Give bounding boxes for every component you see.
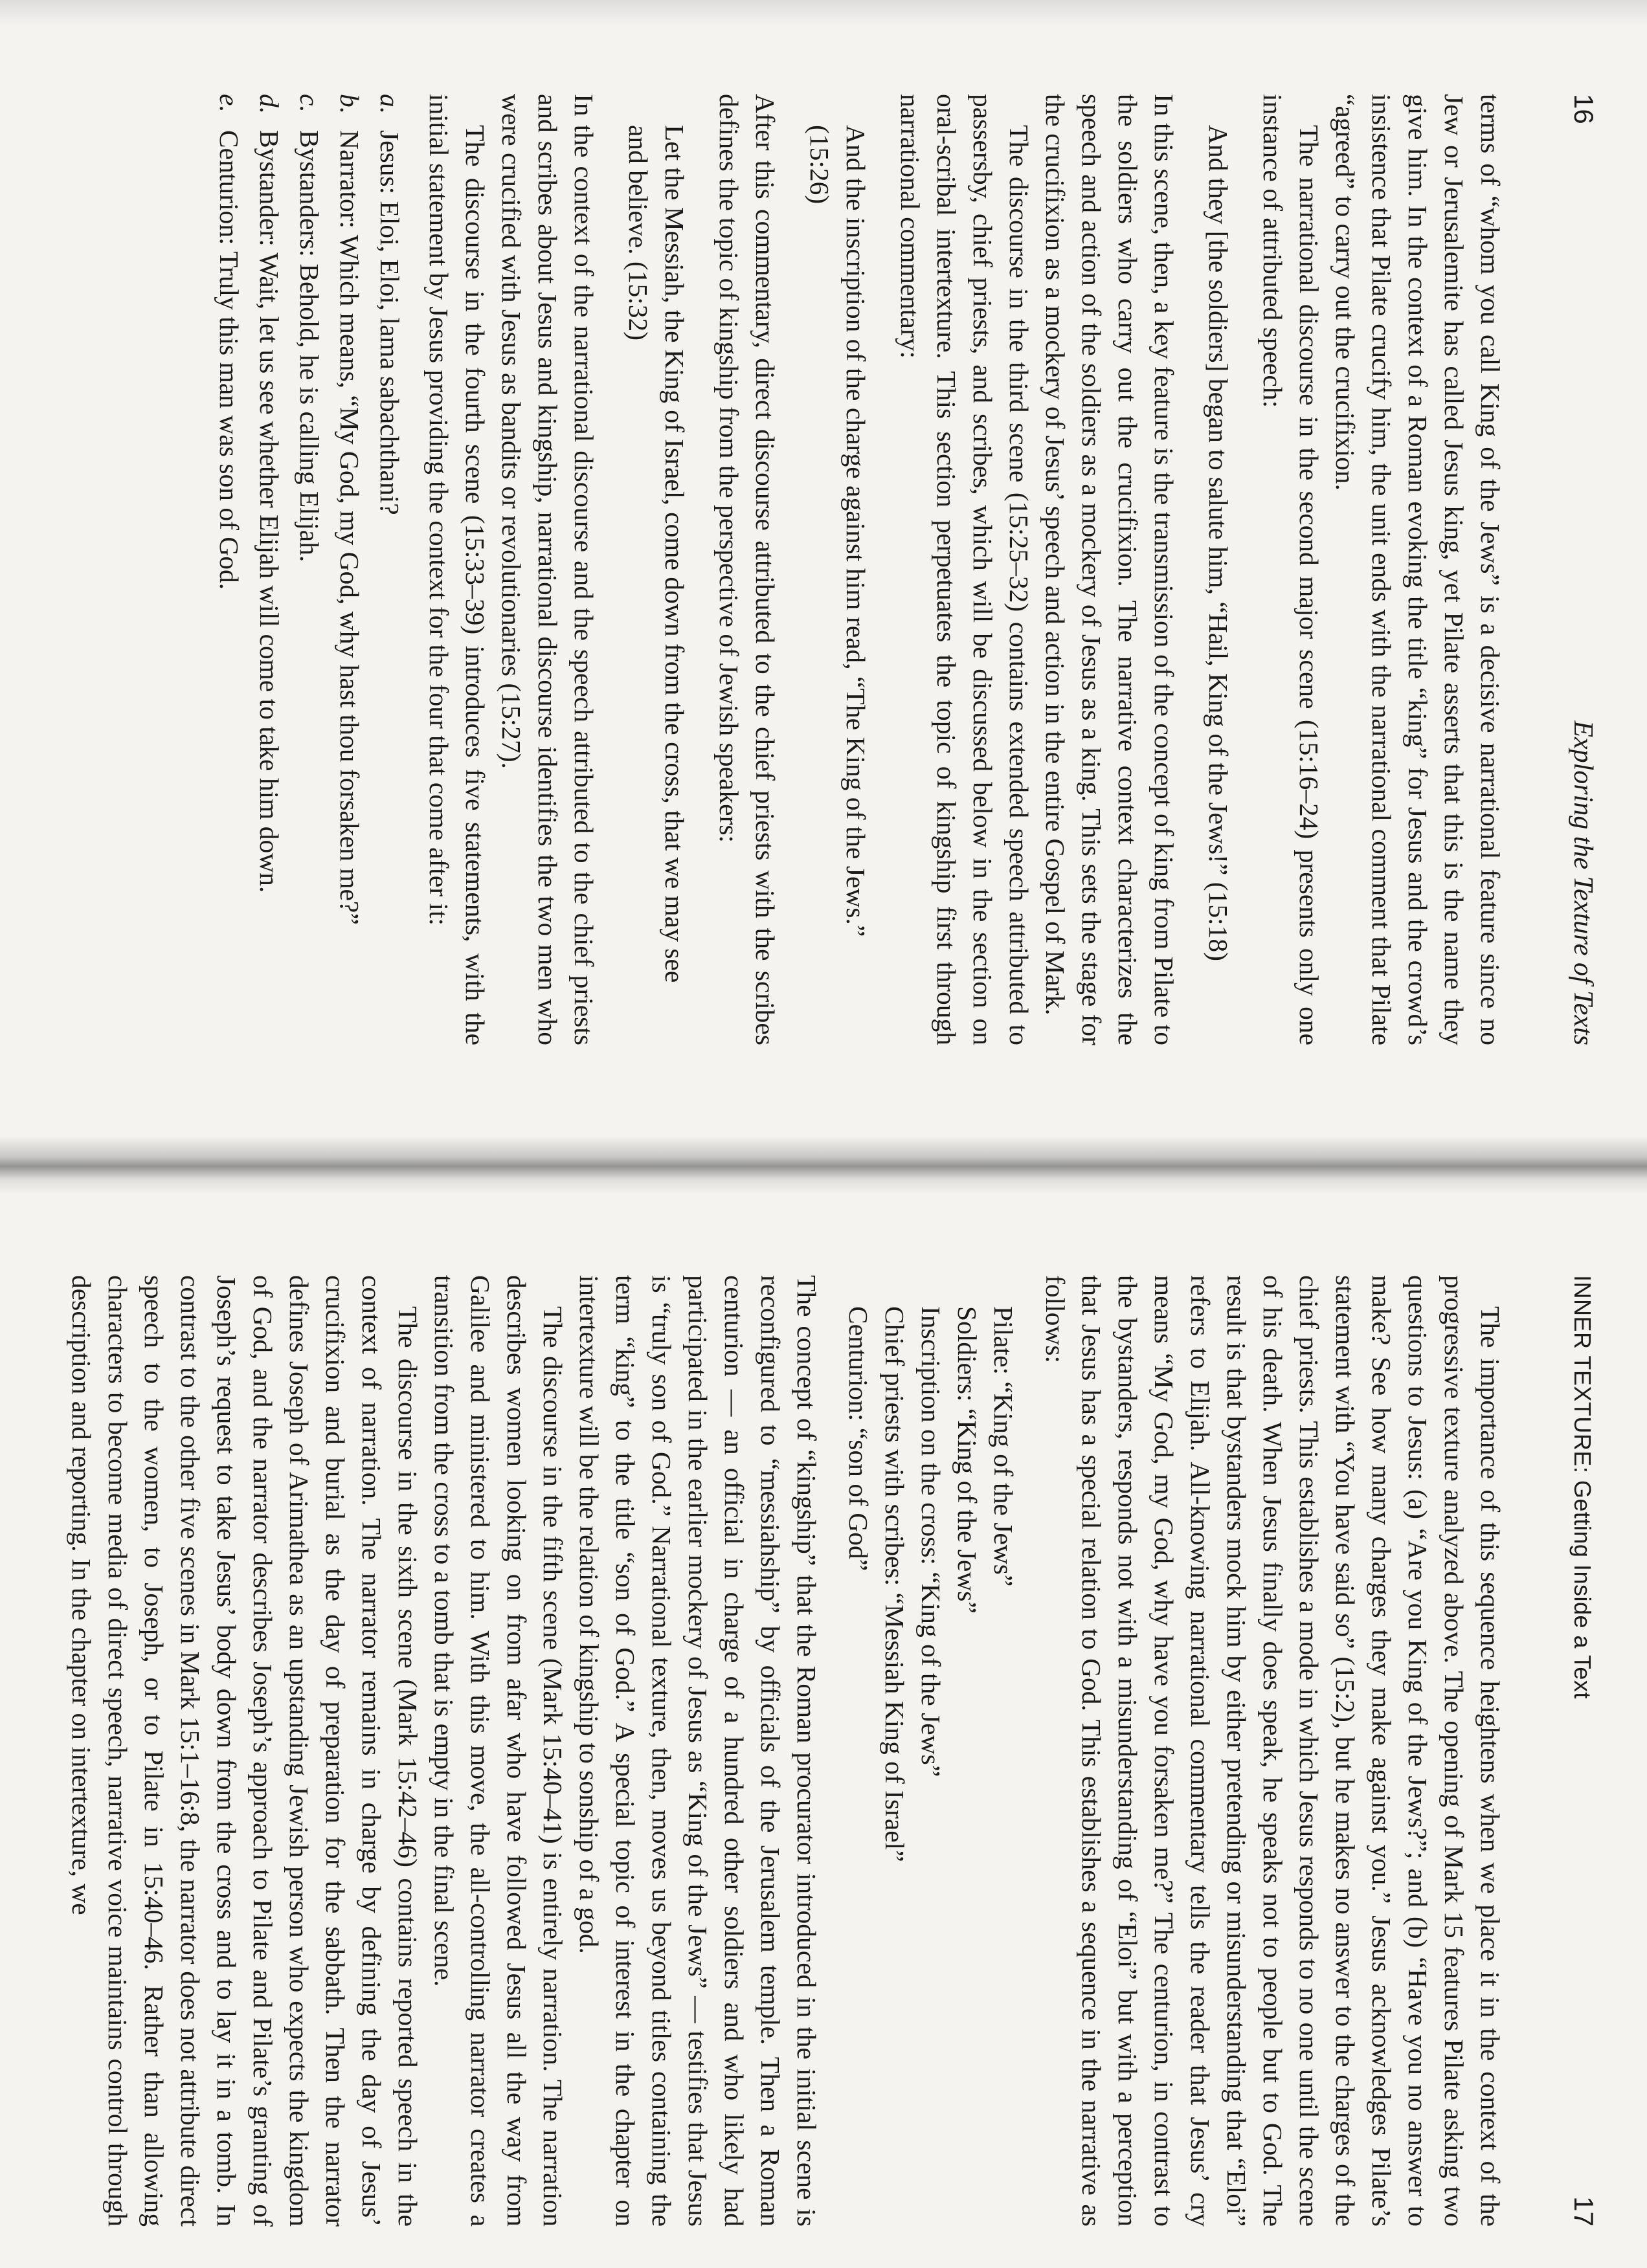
book-gutter-shadow	[0, 1136, 1647, 1194]
page-number: 17	[1569, 2196, 1599, 2227]
quote-text: Let the Messiah, the King of Israel, come down from the cross, that we may see and believe.	[623, 125, 689, 983]
paragraph: terms of “whom you call King of the Jews” is a decisive narrational feature since no Jew or Jerusalemite has called Jesus king, yet Pilate asserts that this is the name they give him. In the context of a Roman evoking the title “king” for Jesus and the crowd’s insistence that Pilate crucify him, the unit ends with the narrational comment that Pilate “agreed” to carry out the crucifixion.	[1330, 94, 1505, 1045]
running-head-left	[1560, 94, 1599, 1045]
speaker-sequence	[840, 1306, 1022, 2227]
paragraph: The discourse in the fifth scene (Mark 15:40–41) is entirely narration. The narration describes women looking on from afar who have followed Jesus all the way from Galilee and ministered to him. With this move, the all-controlling narrator creates a transition from the cross to a tomb that is empty in the final scene.	[429, 1275, 568, 2227]
page-number: 16	[1569, 94, 1599, 124]
paragraph: The discourse in the sixth scene (Mark 15:42–46) contains reported speech in the context of narration. The narrator remains in charge by defining the day of Jesus’ crucifixion and burial as the day of preparation for the sabbath. Then the narrator defines Joseph of Arimathea as an upstanding Jewish person who expects the kingdom of God, and the narrator describes Joseph’s approach to Pilate and Pilate’s granting of Joseph’s request to take Jesus’ body down from the cross and to lay it in a tomb. In contrast to the other five scenes in Mark 15:1–16:8, the narrator does not attribute direct speech to the women, to Joseph, or to Pilate in 15:40–46. Rather than allowing characters to become media of direct speech, narrative voice maintains control through description and reporting. In the chapter on intertexture, we	[67, 1275, 423, 2227]
speaker-line: Pilate: “King of the Jews”	[989, 1306, 1018, 1587]
page-17	[32, 1217, 1625, 2268]
list-label: c.	[295, 94, 324, 113]
list-text: Jesus: Eloi, Eloi, lama sabachthani?	[375, 130, 405, 515]
paragraph: In this scene, then, a key feature is the transmission of the concept of king from Pilate to the soldiers who carry out the crucifixion. The narrative context characterizes the speech and action of the soldiers as a mockery of Jesus as a king. This sets the stage for the crucifixion as a mockery of Jesus’ speech and action in the entire Gospel of Mark.	[1040, 94, 1179, 1045]
list-item	[331, 94, 368, 1045]
running-head-right	[1560, 1275, 1599, 2227]
list-item	[251, 94, 287, 1045]
quote-text: And they [the soldiers] began to salute him, “Hail, King of the Jews!”	[1204, 125, 1233, 876]
list-item	[291, 94, 328, 1045]
block-quote	[801, 125, 874, 1006]
block-quote	[1200, 125, 1237, 1006]
running-title: INNER TEXTURE: Getting Inside a Text	[1569, 1275, 1596, 1699]
list-text: Centurion: Truly this man was son of God.	[214, 130, 244, 590]
speaker-line: Chief priests with scribes: “Messiah King of Israel”	[880, 1306, 910, 1862]
list-label: e.	[214, 94, 244, 113]
list-text: Bystander: Wait, let us see whether Elijah will come to take him down.	[254, 130, 284, 893]
list-item	[372, 94, 408, 1045]
speaker-line: Soldiers: “King of the Jews”	[952, 1306, 982, 1614]
page-16	[32, 36, 1625, 1104]
statement-list	[211, 94, 408, 1045]
list-item	[211, 94, 247, 1045]
paragraph: The importance of this sequence heightens when we place it in the context of the progressive texture analyzed above. The opening of Mark 15 features Pilate asking two questions to Jesus: (a) “Are you King of the Jews?”; and (b) “Have you no answer to make? See how many charges they make against you.” Jesus acknowledges Pilate’s statement with “You have said so” (15:2), but he makes no answer to the charges of the chief priests. This establishes a mode in which Jesus responds to no one until the scene of his death. When Jesus finally does speak, he speaks not to people but to God. The result is that bystanders mock him by either pretending or misunderstanding that “Eloi” refers to Elijah. All-knowing narrational commentary tells the reader that Jesus’ cry means “My God, my God, why have you forsaken me?” The centurion, in contrast to the bystanders, responds not with a misunderstanding of “Eloi” but with a perception that Jesus has a special relation to God. This establishes a sequence in the narrative as follows:	[1040, 1275, 1505, 2227]
quote-reference: (15:26)	[805, 125, 835, 205]
running-title: Exploring the Texture of Texts	[1568, 720, 1598, 1045]
paragraph: In the context of the narrational discourse and the speech attributed to the chief priests and scribes about Jesus and kingship, narrational discourse identifies the two men who were crucified with Jesus as bandits or revolutionaries (15:27).	[497, 94, 599, 1045]
block-quote	[620, 125, 693, 1006]
list-label: b.	[335, 94, 364, 115]
list-text: Narrator: Which means, “My God, my God, why hast thou forsaken me?”	[335, 130, 364, 925]
quote-reference: (15:32)	[623, 261, 653, 341]
paragraph: The narrational discourse in the second major scene (15:16–24) presents only one instance of attributed speech:	[1258, 94, 1324, 1045]
list-label: a.	[375, 94, 405, 115]
quote-text: And the inscription of the charge against him read, “The King of the Jews.”	[841, 125, 871, 937]
paragraph: After this commentary, direct discourse attributed to the chief priests with the scribes defines the topic of kingship from the perspective of Jewish speakers:	[714, 94, 780, 1045]
quote-reference: (15:18)	[1204, 882, 1233, 961]
list-text: Bystanders: Behold, he is calling Elijah.	[295, 130, 324, 562]
scan-edge-shadow	[0, 0, 1647, 26]
speaker-line: Centurion: “son of God”	[844, 1306, 873, 1572]
paragraph: The discourse in the fourth scene (15:33–39) introduces five statements, with the initial statement by Jesus providing the context for the four that come after it:	[424, 94, 490, 1045]
list-label: d.	[254, 94, 284, 115]
paragraph: The concept of “kingship” that the Roman procurator introduced in the initial scene is reconfigured to “messiahship” by officials of the Jerusalem temple. Then a Roman centurion — an official in charge of a hundred other soldiers and who likely had participated in the earlier mockery of Jesus as “King of the Jews” — testifies that Jesus is “truly son of God.” Narrational texture, then, moves us beyond titles containing the term “king” to the title “son of God.” A special topic of interest in the chapter on intertexture will be the relation of kingship to sonship of a god.	[574, 1275, 822, 2227]
speaker-line: Inscription on the cross: “King of the Jews”	[916, 1306, 946, 1777]
paragraph: The discourse in the third scene (15:25–32) contains extended speech attributed to passersby, chief priests, and scribes, which will be discussed below in the section on oral-scribal intertexture. This section perpetuates the topic of kingship first through narrational commentary:	[895, 94, 1034, 1045]
